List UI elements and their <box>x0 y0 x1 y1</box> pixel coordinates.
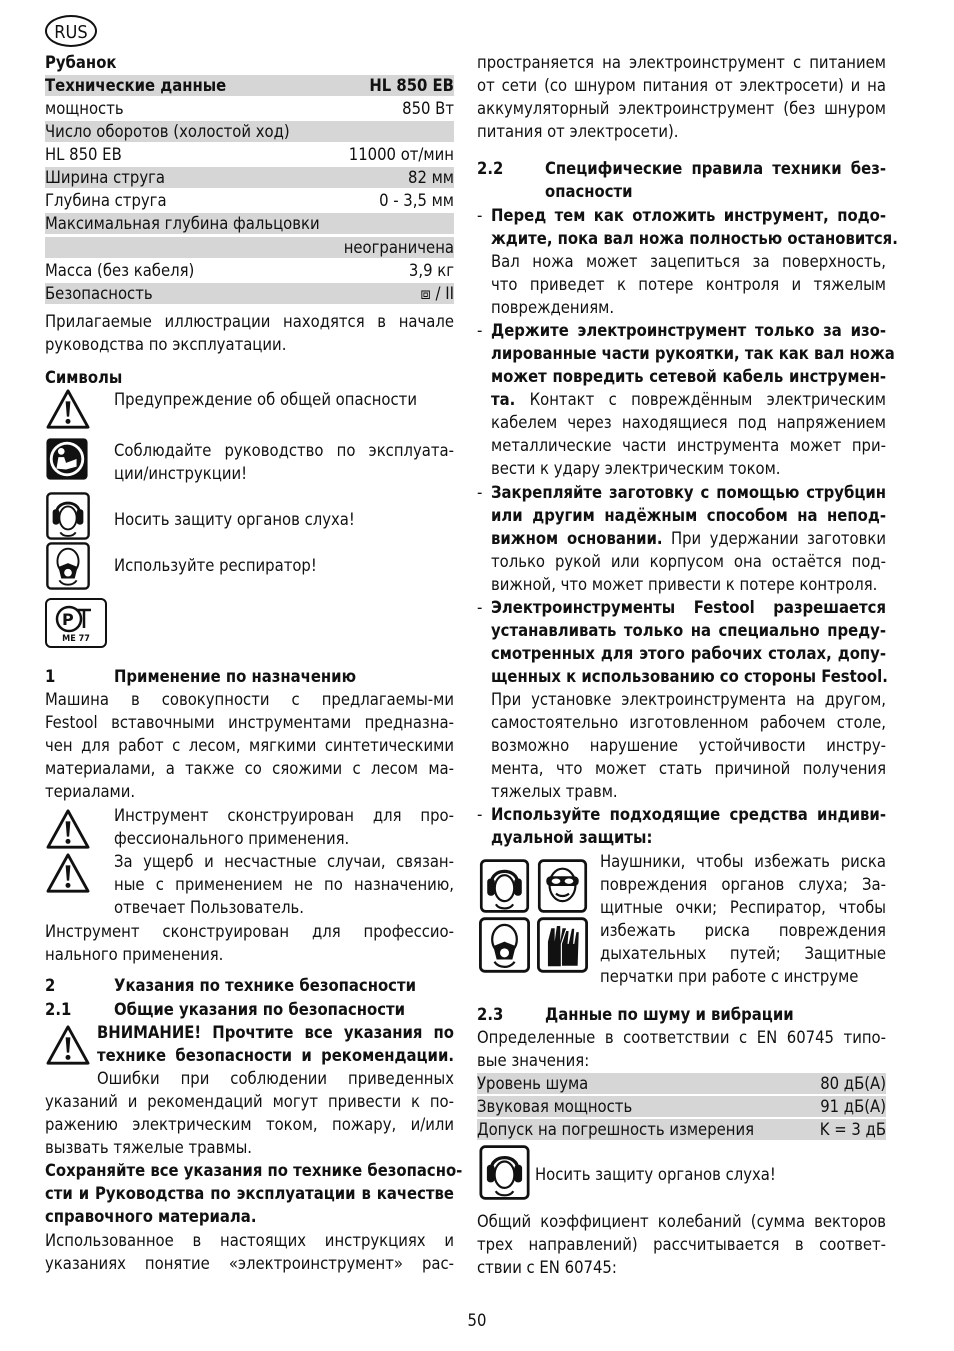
text-line: дуальной защиты: <box>491 828 653 847</box>
text-line: или другим надёжным способом на непод- <box>491 506 886 525</box>
warning-text <box>114 850 454 919</box>
text-line: повреждения органов слуха; За- <box>600 875 886 894</box>
symbol-desc: Предупреждение об общей опасности <box>114 390 417 409</box>
text-line: тяжелых травм. <box>491 782 618 801</box>
text-line: материалами, а также со сяожими с лесом ма- <box>45 759 454 778</box>
text-line: щитные очки; Респиратор, чтобы <box>600 898 886 917</box>
bullet-dash: - <box>477 483 483 502</box>
tech-row <box>45 167 454 188</box>
text-line: Держите электроинструмент только за изо- <box>491 321 886 340</box>
text-line: вести к удару электрическим током. <box>491 459 781 478</box>
text-line: питания от электросети). <box>477 122 679 141</box>
text-line: сти и Руководства по эксплуатации в качестве <box>45 1184 454 1203</box>
ear-protection-icon <box>477 859 532 913</box>
tech-label: Масса (без кабеля) <box>45 261 195 280</box>
tech-label: Максимальная глубина фальцовки <box>45 214 320 233</box>
bullet-item <box>491 803 886 849</box>
tech-table-header <box>45 75 454 96</box>
text-line: отвечает Пользователь. <box>114 898 305 917</box>
text-line: чен для работ с лесом, мягкими синтетическими <box>45 736 454 755</box>
text-line: что приведет к потере контроля и тяжелым <box>491 275 886 294</box>
text-line: кабелем через находящиеся под напряжением <box>491 413 886 432</box>
text-line: самостоятельно изготовленном рабочем столе, <box>491 713 886 732</box>
text-line: щенных к использованию со стороны Festool. <box>491 667 888 686</box>
text-line: Инструмент сконструирован для профессио- <box>45 922 454 941</box>
section-2-1-title: Общие указания по безопасности <box>114 1000 406 1019</box>
text-line <box>491 527 886 550</box>
text-line: ные с применением не по назначению, <box>114 875 454 894</box>
noise-value: 91 дБ(A) <box>820 1097 886 1116</box>
text-line: устанавливать только на специально преду- <box>491 621 886 640</box>
tech-row <box>45 190 454 211</box>
symbol-desc: Носить защиту органов слуха! <box>114 510 355 529</box>
text-line <box>491 388 886 411</box>
noise-label: Звуковая мощность <box>477 1097 633 1116</box>
text-line: Вал ножа может зацепиться за поверхность, <box>491 252 886 271</box>
page-number: 50 <box>467 1311 487 1330</box>
text-line: Festool вставочными инструментами предназна- <box>45 713 454 732</box>
bullet-dash: - <box>477 321 483 340</box>
attention-text <box>97 1021 454 1067</box>
bullet-dash: - <box>477 805 483 824</box>
bullet-item <box>491 204 898 319</box>
text-line: нального применения. <box>45 945 224 964</box>
tech-value: 11000 от/мин <box>348 145 454 164</box>
text-line: Использованное в настоящих инструкциях и <box>45 1231 454 1250</box>
text-line: Закрепляйте заготовку с помощью струбцин <box>491 483 886 502</box>
text-line: териалами. <box>45 782 136 801</box>
tech-label: мощность <box>45 99 124 118</box>
bullet-item <box>491 319 895 480</box>
section-2-1-number: 2.1 <box>45 1000 72 1019</box>
section-2-2-number: 2.2 <box>477 159 504 178</box>
tech-value: 0 - 3,5 мм <box>379 191 454 210</box>
language-badge: RUS <box>45 15 97 47</box>
text-line: Машина в совокупности с предлагаемы-ми <box>45 690 454 709</box>
tech-row <box>45 98 454 119</box>
tech-label: Глубина струга <box>45 191 167 210</box>
text-line: металлические части инструмента может при- <box>491 436 886 455</box>
tech-value: неограничена <box>343 238 454 257</box>
text-line: При установке электроинструмента на другом, <box>491 690 886 709</box>
text-line: перчатки при работе с инструме <box>600 967 859 986</box>
ear-protection-icon <box>477 1145 532 1200</box>
noise-row <box>477 1119 886 1140</box>
noise-row <box>477 1096 886 1117</box>
ppe-text <box>600 850 886 988</box>
bold-run: вижном основании. <box>491 529 663 548</box>
text-line: опасности <box>545 182 633 201</box>
gost-label: МЕ 77 <box>62 634 90 644</box>
text-line: ствии с EN 60745: <box>477 1258 617 1277</box>
text-line: мента, что может стать причиной получения <box>491 759 886 778</box>
text-line: фессионального применения. <box>114 829 350 848</box>
noise-row <box>477 1073 886 1094</box>
bullet-dash: - <box>477 206 483 225</box>
text-line: аккумуляторный электроинструмент (без шнуром <box>477 99 886 118</box>
tech-value: ⧈ / II <box>420 284 454 303</box>
bullet-item <box>491 481 886 596</box>
warning-icon <box>45 388 91 430</box>
illus-note-line: руководства по эксплуатации. <box>45 335 287 354</box>
respirator-icon <box>45 542 91 590</box>
text-line: указаний и рекомендаций могут привести к по- <box>45 1092 454 1111</box>
product-title: Рубанок <box>45 53 117 72</box>
noise-label: Уровень шума <box>477 1074 589 1093</box>
section-2-title: Указания по технике безопасности <box>114 976 416 995</box>
section-2-3-number: 2.3 <box>477 1005 504 1024</box>
text-line: Определенные в соответствии с EN 60745 типо- <box>477 1028 886 1047</box>
gost-mark-icon <box>47 602 105 636</box>
safety-goggles-icon <box>535 859 590 913</box>
symbol-desc-line: Соблюдайте руководство по эксплуата- <box>114 441 454 460</box>
section-2-number: 2 <box>45 976 56 995</box>
text-line: вижной, что может привести к потере контроля. <box>491 575 878 594</box>
tech-value: 850 Вт <box>402 99 454 118</box>
warning-icon <box>45 1024 91 1066</box>
text-line: лированные части рукоятки, так как вал ножа <box>491 344 895 363</box>
text-line: избежать риска повреждения <box>600 921 886 940</box>
ear-protection-icon <box>45 492 91 540</box>
warning-text <box>114 804 454 850</box>
warning-icon <box>45 852 91 894</box>
text-line: ражению электрическим током, пожару, и/или <box>45 1115 454 1134</box>
normal-run: При удержании заготовки <box>662 529 886 548</box>
noise-value: 80 дБ(A) <box>820 1074 886 1093</box>
text-line: Электроинструменты Festool разрешается <box>491 598 886 617</box>
ear-protection-text: Носить защиту органов слуха! <box>535 1165 776 1184</box>
text-line: вызвать тяжелые травмы. <box>45 1138 253 1157</box>
section-1-title: Применение по назначению <box>114 667 357 686</box>
respirator-icon <box>477 917 532 973</box>
text-line: За ущерб и несчастные случаи, связан- <box>114 852 454 871</box>
text-line: вые значения: <box>477 1051 590 1070</box>
gost-certification-icon <box>45 598 107 648</box>
symbol-desc <box>114 439 454 485</box>
tech-row <box>45 283 454 304</box>
illus-note-line: Прилагаемые иллюстрации находятся в начале <box>45 312 454 331</box>
text-line: Ошибки при соблюдении приведенных <box>97 1069 454 1088</box>
text-line: возможно нарушение устойчивости инстру- <box>491 736 886 755</box>
warning-icon <box>45 808 91 850</box>
tech-label: Безопасность <box>45 284 153 303</box>
tech-label: HL 850 EB <box>45 145 122 164</box>
text-line: Специфические правила техники без- <box>545 159 886 178</box>
text-line: повреждениям. <box>491 298 615 317</box>
section-2-2-title <box>545 157 886 203</box>
text-line: Перед тем как отложить инструмент, подо- <box>491 206 886 225</box>
tech-row <box>45 121 454 142</box>
text-line: указаниях понятие «электроинструмент» рас- <box>45 1254 454 1273</box>
noise-value: K = 3 дБ <box>819 1120 886 1139</box>
text-line: от сети (со шнуром питания от электросети) и на <box>477 76 886 95</box>
tech-header-model: HL 850 EB <box>369 76 454 95</box>
section-2-3-title: Данные по шуму и вибрации <box>545 1005 794 1024</box>
noise-label: Допуск на погрешность измерения <box>477 1120 755 1139</box>
text-line: справочного материала. <box>45 1207 257 1226</box>
text-line: ВНИМАНИЕ! Прочтите все указания по <box>97 1023 454 1042</box>
tech-label: Число оборотов (холостой ход) <box>45 122 290 141</box>
text-line: может повредить сетевой кабель инструмен- <box>491 367 886 386</box>
text-line: пространяется на электроинструмент с питанием <box>477 53 886 72</box>
section-1-number: 1 <box>45 667 56 686</box>
tech-value: 3,9 кг <box>408 261 454 280</box>
text-line: технике безопасности и рекомендации. <box>97 1046 454 1065</box>
symbol-desc-line: ции/инструкции! <box>114 464 248 483</box>
text-line: Общий коэффициент колебаний (сумма векторов <box>477 1212 886 1231</box>
manual-icon <box>45 437 89 481</box>
text-line: смотренных для этого рабочих столах, допу- <box>491 644 886 663</box>
bullet-item <box>491 596 886 803</box>
tech-row <box>45 260 454 281</box>
tech-row <box>45 237 454 258</box>
text-line: Используйте подходящие средства индиви- <box>491 805 886 824</box>
bullet-dash: - <box>477 598 483 617</box>
tech-label: Ширина струга <box>45 168 166 187</box>
text-line: только рукой или корпусом она остаётся под- <box>491 552 886 571</box>
svg-text:P: P <box>62 610 74 629</box>
symbol-desc: Используйте респиратор! <box>114 556 317 575</box>
tech-value: 82 мм <box>408 168 454 187</box>
bold-run: та. <box>491 390 516 409</box>
normal-run: Контакт с повреждённым электрическим <box>515 390 886 409</box>
text-line: трех направлений) рассчитывается в соответ- <box>477 1235 886 1254</box>
text-line: ждите, пока вал ножа полностью остановится. <box>491 229 898 248</box>
text-line: Сохраняйте все указания по технике безопасно- <box>45 1161 463 1180</box>
text-line: Инструмент сконструирован для про- <box>114 806 454 825</box>
symbols-heading: Символы <box>45 368 123 387</box>
tech-row <box>45 144 454 165</box>
tech-header-label: Технические данные <box>45 76 227 95</box>
protective-gloves-icon <box>535 917 590 973</box>
tech-row <box>45 213 454 234</box>
text-line: Наушники, чтобы избежать риска <box>600 852 886 871</box>
text-line: дыхательных путей; Защитные <box>600 944 886 963</box>
